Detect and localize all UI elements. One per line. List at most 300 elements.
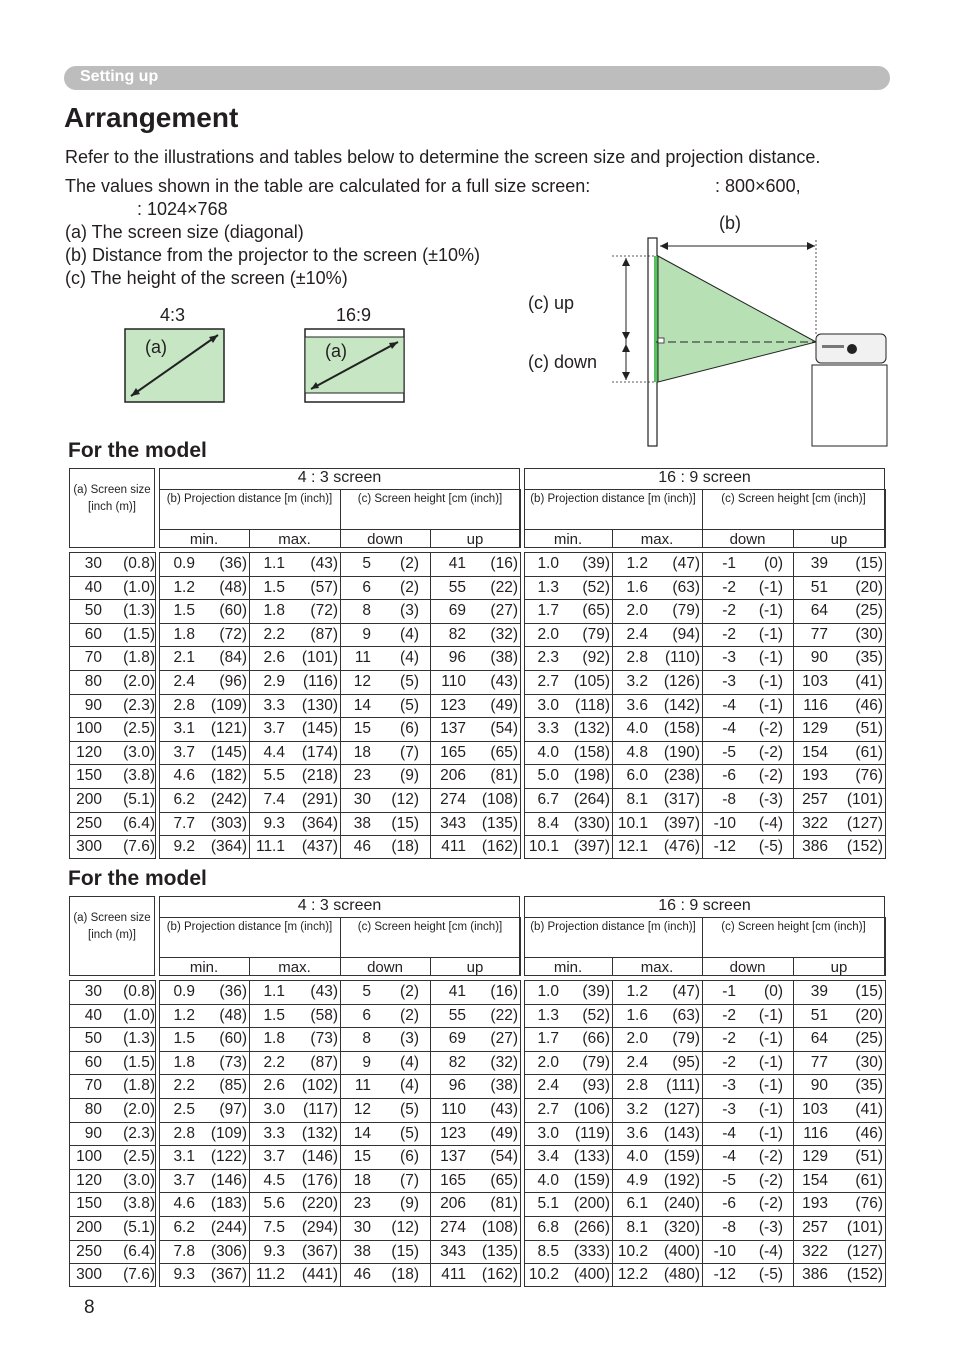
cell-paren-value: (76): [855, 1195, 883, 1213]
cell-value: 206: [440, 1195, 466, 1213]
cell-paren-value: (106): [573, 1101, 610, 1118]
cell-value: 7.7: [173, 814, 195, 832]
screen-height-header: (c) Screen height [cm (inch)]: [721, 493, 866, 505]
cell-value: 0.9: [173, 555, 195, 572]
table-row: [69, 788, 885, 812]
cell-value: 8.1: [626, 791, 648, 808]
cell-paren-value: (22): [490, 578, 518, 596]
cell-paren-value: (63): [672, 578, 700, 596]
cell-value: 11: [354, 1077, 371, 1095]
cell-paren-value: (367): [301, 1242, 338, 1260]
header-line: [524, 529, 885, 530]
cell-value: 46: [353, 838, 371, 856]
cell-paren-value: (101): [846, 1219, 883, 1236]
cell-paren-value: (9): [400, 1195, 419, 1213]
cell-paren-value: (79): [672, 1030, 700, 1048]
cell-value: 165: [440, 743, 466, 761]
cell-paren-value: (240): [663, 1195, 700, 1213]
cell-paren-value: (95): [672, 1053, 700, 1071]
cell-value: 40: [84, 578, 102, 596]
cell-value: 110: [441, 673, 466, 690]
cell-paren-value: (60): [219, 1030, 247, 1048]
cell-paren-value: (-2): [758, 720, 783, 738]
cell-paren-value: (111): [666, 1077, 700, 1095]
cell-value: 5: [362, 555, 371, 572]
page-number: 8: [84, 1297, 95, 1318]
cell-value: 1.1: [263, 983, 285, 1000]
sub-header-up: up: [466, 531, 484, 548]
cell-paren-value: (61): [855, 743, 883, 761]
cell-value: 1.2: [626, 555, 648, 572]
cell-value: 64: [810, 1030, 828, 1048]
cell-paren-value: (32): [490, 1053, 518, 1071]
cell-value: 116: [803, 1124, 828, 1142]
table-row: [69, 764, 885, 788]
screen-height-header: (c) Screen height [cm (inch)]: [721, 921, 866, 933]
cell-paren-value: (47): [672, 983, 700, 1000]
cell-paren-value: (364): [301, 814, 338, 832]
cell-value: 8.4: [537, 814, 559, 832]
cell-paren-value: (-1): [758, 673, 783, 690]
cell-value: 10.2: [528, 1266, 559, 1284]
cell-value: -2: [722, 602, 736, 620]
cell-value: 206: [440, 767, 466, 785]
cell-value: 70: [84, 1077, 102, 1095]
cell-paren-value: (6): [400, 1148, 419, 1166]
cell-paren-value: (127): [846, 1242, 883, 1260]
cell-paren-value: (-5): [758, 1266, 783, 1284]
cell-paren-value: (122): [210, 1148, 247, 1166]
cell-value: 165: [440, 1171, 466, 1189]
cell-value: 7.4: [263, 791, 285, 808]
cell-value: 8: [362, 1030, 371, 1048]
cell-paren-value: (79): [582, 1053, 610, 1071]
cell-value: 322: [802, 814, 828, 832]
cell-value: 154: [802, 1171, 828, 1189]
cell-value: 5.0: [537, 767, 559, 785]
cell-paren-value: (22): [490, 1006, 518, 1024]
cell-value: 1.7: [537, 1030, 559, 1048]
cell-paren-value: (102): [301, 1077, 338, 1095]
cell-paren-value: (7.6): [123, 838, 155, 856]
table-row: [69, 717, 885, 741]
cell-paren-value: (2.3): [123, 696, 155, 714]
cell-value: 200: [76, 1219, 102, 1236]
cell-paren-value: (73): [310, 1030, 338, 1048]
cell-paren-value: (242): [210, 791, 247, 808]
cell-value: 3.3: [263, 1124, 285, 1142]
cell-paren-value: (126): [663, 673, 700, 690]
cell-paren-value: (6.4): [123, 814, 155, 832]
cell-value: 3.2: [626, 1101, 648, 1118]
cell-paren-value: (79): [582, 625, 610, 643]
projection-distance-header: (b) Projection distance [m (inch)]: [530, 493, 696, 505]
sub-header-max: max.: [640, 531, 674, 548]
cell-value: 9.2: [173, 838, 195, 856]
cell-paren-value: (397): [573, 838, 610, 856]
cell-value: 2.3: [537, 649, 559, 667]
cell-paren-value: (5): [400, 1124, 419, 1142]
cell-paren-value: (25): [855, 602, 883, 620]
page-title: Arrangement: [64, 102, 239, 133]
cell-value: 41: [448, 983, 466, 1000]
cell-value: 1.7: [537, 602, 559, 620]
cell-paren-value: (132): [301, 1124, 338, 1142]
cell-paren-value: (39): [582, 555, 610, 572]
cell-paren-value: (-4): [758, 1242, 783, 1260]
cell-value: 129: [802, 1148, 828, 1166]
cell-paren-value: (1.0): [123, 1006, 155, 1024]
cell-value: 2.6: [263, 649, 285, 667]
cell-paren-value: (158): [573, 743, 610, 761]
cell-value: 300: [76, 838, 102, 856]
cell-paren-value: (5): [400, 673, 419, 690]
cell-value: 60: [84, 1053, 102, 1071]
cell-value: 1.8: [173, 625, 195, 643]
cell-paren-value: (-1): [758, 625, 783, 643]
table-row: [69, 812, 885, 836]
cell-paren-value: (145): [301, 720, 338, 738]
table-row: [69, 1263, 885, 1287]
cell-paren-value: (7): [400, 743, 419, 761]
cell-paren-value: (117): [302, 1101, 338, 1118]
cell-value: 120: [76, 743, 102, 761]
cell-paren-value: (18): [391, 1266, 419, 1284]
cell-paren-value: (-1): [758, 1006, 783, 1024]
cell-value: 2.6: [263, 1077, 285, 1095]
cell-paren-value: (1.3): [123, 1030, 155, 1048]
cell-value: 3.6: [626, 1124, 648, 1142]
cell-paren-value: (18): [391, 838, 419, 856]
cell-paren-value: (81): [490, 767, 518, 785]
cell-value: 12: [353, 1101, 371, 1118]
cell-paren-value: (2.5): [123, 720, 155, 738]
cell-paren-value: (30): [855, 1053, 883, 1071]
cell-paren-value: (36): [219, 555, 247, 572]
sub-header-min: min.: [189, 531, 219, 548]
item-b-text: (b) Distance from the projector to the screen (±10%): [65, 245, 481, 265]
cell-value: 1.5: [263, 578, 285, 596]
table-row: [69, 1169, 885, 1193]
cell-value: 23: [353, 1195, 371, 1213]
cell-paren-value: (317): [663, 791, 700, 808]
cell-paren-value: (-1): [758, 1101, 783, 1118]
cell-value: 3.6: [626, 696, 648, 714]
cell-value: 2.4: [537, 1077, 559, 1095]
cell-paren-value: (-1): [758, 649, 783, 667]
cell-paren-value: (87): [310, 1053, 338, 1071]
cell-paren-value: (52): [582, 578, 610, 596]
cell-paren-value: (367): [210, 1266, 247, 1284]
cell-paren-value: (72): [219, 625, 247, 643]
cell-paren-value: (35): [855, 649, 883, 667]
cell-value: 103: [802, 1101, 828, 1118]
ratio-43-a-label: (a): [145, 337, 167, 357]
cell-value: 60: [84, 625, 102, 643]
cell-paren-value: (220): [301, 1195, 338, 1213]
sub-header-up: up: [830, 531, 848, 548]
sub-header-up: up: [830, 959, 848, 976]
cell-value: 2.8: [173, 1124, 195, 1142]
cell-paren-value: (200): [573, 1195, 610, 1213]
cell-paren-value: (109): [210, 696, 247, 714]
cell-paren-value: (12): [391, 791, 419, 808]
cell-paren-value: (4): [400, 1053, 419, 1071]
cell-paren-value: (5.1): [123, 791, 155, 808]
cell-paren-value: (2.3): [123, 1124, 155, 1142]
cell-value: 1.1: [263, 555, 285, 572]
cell-value: 40: [84, 1006, 102, 1024]
sub-header-down: down: [729, 959, 766, 976]
cell-paren-value: (51): [855, 1148, 883, 1166]
cell-paren-value: (176): [301, 1171, 338, 1189]
cell-paren-value: (162): [481, 1266, 518, 1284]
cell-paren-value: (400): [663, 1242, 700, 1260]
cell-value: 343: [440, 814, 466, 832]
screen-43-diagram: [120, 325, 230, 407]
cell-value: 1.3: [537, 1006, 559, 1024]
cell-paren-value: (16): [490, 555, 518, 572]
cell-value: 4.0: [626, 720, 648, 738]
intro-line-1: Refer to the illustrations and tables below to determine the screen size and projection distance.: [65, 147, 821, 167]
header-line: [524, 917, 885, 918]
cell-value: 38: [353, 1242, 371, 1260]
cell-value: 1.8: [263, 1030, 285, 1048]
cell-value: 96: [448, 649, 466, 667]
cell-value: 343: [440, 1242, 466, 1260]
table-row: [69, 1216, 885, 1240]
cell-value: -2: [722, 625, 736, 643]
cell-paren-value: (105): [573, 673, 610, 690]
cell-value: -6: [722, 1195, 736, 1213]
cell-paren-value: (159): [573, 1171, 610, 1189]
cell-paren-value: (4): [400, 649, 419, 667]
cell-paren-value: (1.8): [123, 1077, 155, 1095]
header-divider: [885, 489, 886, 548]
cell-value: -2: [722, 1006, 736, 1024]
cell-value: 10.2: [617, 1242, 648, 1260]
cell-value: 10.1: [617, 814, 648, 832]
cell-value: 3.1: [173, 1148, 195, 1166]
sub-header-min: min.: [553, 531, 583, 548]
cell-value: 8.1: [626, 1219, 648, 1236]
cell-value: 5.1: [537, 1195, 559, 1213]
cell-paren-value: (84): [219, 649, 247, 667]
cell-value: 150: [76, 767, 102, 785]
cell-value: 4.8: [626, 743, 648, 761]
cell-value: 77: [810, 625, 828, 643]
cell-value: 2.5: [173, 1101, 195, 1118]
cell-paren-value: (15): [391, 814, 419, 832]
cell-paren-value: (1.5): [123, 625, 155, 643]
cell-paren-value: (41): [855, 1101, 883, 1118]
cell-value: 1.8: [263, 602, 285, 620]
cell-paren-value: (192): [663, 1171, 700, 1189]
cell-paren-value: (49): [490, 696, 518, 714]
table-row: [69, 741, 885, 765]
cell-value: 96: [448, 1077, 466, 1095]
cell-paren-value: (130): [301, 696, 338, 714]
cell-value: 1.6: [626, 578, 648, 596]
cell-value: 82: [448, 1053, 466, 1071]
cell-paren-value: (61): [855, 1171, 883, 1189]
cell-paren-value: (333): [573, 1242, 610, 1260]
cell-paren-value: (92): [582, 649, 610, 667]
cell-paren-value: (16): [490, 983, 518, 1000]
cell-paren-value: (15): [855, 555, 883, 572]
cell-paren-value: (41): [855, 673, 883, 690]
cell-value: 38: [353, 814, 371, 832]
table-2-title: For the model: [68, 867, 207, 890]
cell-paren-value: (25): [855, 1030, 883, 1048]
header-divider: [520, 917, 521, 976]
cell-value: -10: [713, 814, 736, 832]
cell-paren-value: (437): [301, 838, 338, 856]
cell-value: 12.1: [617, 838, 648, 856]
cell-value: 4.5: [263, 1171, 285, 1189]
table-row: [69, 646, 885, 670]
cell-paren-value: (79): [672, 602, 700, 620]
cell-value: 3.7: [173, 743, 195, 761]
cell-value: 8.5: [537, 1242, 559, 1260]
cell-value: 1.2: [173, 1006, 195, 1024]
cell-paren-value: (43): [490, 673, 518, 690]
cell-paren-value: (27): [490, 1030, 518, 1048]
cell-value: 257: [802, 1219, 828, 1236]
cell-value: 6.2: [173, 1219, 195, 1236]
cell-value: 193: [802, 1195, 828, 1213]
cell-value: 4.4: [263, 743, 285, 761]
cell-paren-value: (-1): [758, 1030, 783, 1048]
cell-value: 82: [448, 625, 466, 643]
projection-distance-header: (b) Projection distance [m (inch)]: [166, 921, 333, 933]
cell-value: 1.6: [626, 1006, 648, 1024]
cell-paren-value: (15): [391, 1242, 419, 1260]
cell-paren-value: (76): [855, 767, 883, 785]
cell-value: 2.1: [173, 649, 195, 667]
cell-paren-value: (38): [490, 649, 518, 667]
cell-paren-value: (0.8): [123, 983, 155, 1000]
cell-paren-value: (-4): [758, 814, 783, 832]
cell-value: 51: [810, 1006, 828, 1024]
cell-value: 90: [810, 649, 828, 667]
cell-paren-value: (1.0): [123, 578, 155, 596]
cell-value: 411: [441, 1266, 466, 1284]
size-header: (a) Screen size [inch (m)]: [73, 912, 151, 941]
cell-paren-value: (7): [400, 1171, 419, 1189]
cell-paren-value: (-3): [758, 1219, 783, 1236]
cell-paren-value: (2.0): [123, 673, 155, 690]
cell-paren-value: (127): [663, 1101, 700, 1118]
cell-paren-value: (94): [672, 625, 700, 643]
cell-paren-value: (441): [301, 1266, 338, 1284]
cell-value: 1.8: [173, 1053, 195, 1071]
projection-distance-header: (b) Projection distance [m (inch)]: [166, 493, 333, 505]
cell-paren-value: (4): [400, 625, 419, 643]
item-c-text: (c) The height of the screen (±10%): [65, 268, 348, 288]
cell-paren-value: (1.5): [123, 1053, 155, 1071]
cell-paren-value: (3): [400, 1030, 419, 1048]
cell-value: 2.0: [626, 1030, 648, 1048]
cell-paren-value: (-1): [758, 602, 783, 620]
cell-paren-value: (119): [574, 1124, 610, 1142]
cell-value: 6.7: [537, 791, 559, 808]
cell-paren-value: (20): [855, 578, 883, 596]
cell-value: 50: [84, 1030, 102, 1048]
cell-value: 2.0: [537, 1053, 559, 1071]
cell-value: 193: [802, 767, 828, 785]
cell-value: 2.4: [626, 1053, 648, 1071]
cell-paren-value: (294): [301, 1219, 338, 1236]
cell-paren-value: (-2): [758, 767, 783, 785]
cell-paren-value: (101): [301, 649, 338, 667]
cell-paren-value: (48): [219, 1006, 247, 1024]
table-row: [69, 1240, 885, 1264]
cell-paren-value: (35): [855, 1077, 883, 1095]
cell-paren-value: (146): [301, 1148, 338, 1166]
cell-value: 1.2: [626, 983, 648, 1000]
cell-paren-value: (52): [582, 1006, 610, 1024]
cell-paren-value: (364): [210, 838, 247, 856]
distance-b-label: (b): [719, 213, 741, 233]
cell-value: 386: [802, 838, 828, 856]
cell-value: 12.2: [617, 1266, 648, 1284]
cell-value: 200: [76, 791, 102, 808]
cell-value: 11.2: [255, 1266, 285, 1284]
cell-paren-value: (152): [846, 1266, 883, 1284]
cell-paren-value: (60): [219, 602, 247, 620]
table-row: [69, 623, 885, 647]
cell-paren-value: (121): [210, 720, 247, 738]
intro-line-3: : 1024×768: [137, 199, 228, 219]
sub-header-down: down: [367, 959, 403, 976]
cell-value: 9.3: [263, 814, 285, 832]
cell-paren-value: (158): [663, 720, 700, 738]
cell-value: -3: [722, 1101, 736, 1118]
size-header: (a) Screen size [inch (m)]: [73, 484, 151, 513]
cell-value: 322: [802, 1242, 828, 1260]
cell-value: 6.0: [626, 767, 648, 785]
cell-value: 1.3: [537, 578, 559, 596]
cell-value: 129: [802, 720, 828, 738]
cell-value: 6: [362, 1006, 371, 1024]
cell-value: 8: [362, 602, 371, 620]
cell-paren-value: (87): [310, 625, 338, 643]
cell-paren-value: (47): [672, 555, 700, 572]
cell-paren-value: (97): [219, 1101, 247, 1118]
cell-paren-value: (96): [219, 673, 247, 690]
header-divider: [520, 489, 521, 548]
cell-value: 4.0: [537, 743, 559, 761]
table-row: [69, 694, 885, 718]
cell-paren-value: (65): [490, 743, 518, 761]
cell-value: 11: [354, 649, 371, 667]
cell-paren-value: (108): [481, 1219, 518, 1236]
cell-value: 274: [440, 1219, 466, 1236]
screen-height-header: (c) Screen height [cm (inch)]: [357, 921, 503, 933]
sub-header-max: max.: [278, 531, 311, 548]
cell-paren-value: (46): [855, 696, 883, 714]
cell-paren-value: (480): [663, 1266, 700, 1284]
cell-value: 70: [84, 649, 102, 667]
cell-value: -6: [722, 767, 736, 785]
cell-value: 30: [84, 555, 102, 572]
cell-paren-value: (238): [663, 767, 700, 785]
cell-value: 137: [440, 1148, 466, 1166]
cell-value: 2.0: [537, 625, 559, 643]
cell-value: -4: [722, 1148, 736, 1166]
height-up-label: (c) up: [528, 293, 575, 313]
